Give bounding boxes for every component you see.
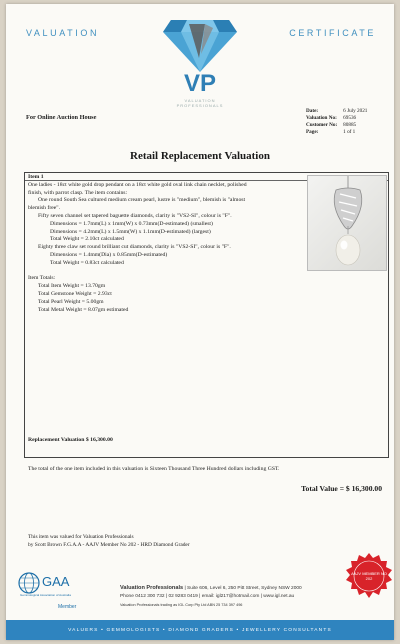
company-address: | Suite 606, Level 6, 250 Pitt Street, Sydney NSW 2000: [184, 586, 302, 591]
item-description: [28, 174, 298, 314]
replacement-label: Replacement Valuation: [28, 437, 85, 443]
certificate-page: [6, 4, 394, 640]
item-box: [24, 172, 389, 458]
seal-text: [345, 552, 393, 600]
header-right: CERTIFICATE: [289, 28, 376, 38]
header-left: VALUATION: [26, 28, 100, 38]
item-line-1: One ladies - 18ct white gold drop pendant on a 18ct white gold oval link chain necklet, polished: [28, 181, 247, 188]
pearl-line-1: One round South Sea cultured medium cream pearl, lustre is "medium", blemish is "almost: [38, 197, 246, 204]
pendant-image: [308, 176, 388, 272]
gaa-logo: [16, 570, 96, 614]
total-value: Total Value = $ 16,300.00: [301, 484, 382, 493]
gaa-member: Member: [58, 604, 77, 610]
brilliant-dim: Dimensions = 1.4mm(Dia) x 0.85mm(D-estimated): [50, 251, 168, 258]
item-heading: Item 1: [28, 174, 44, 180]
diamond-icon: [163, 14, 237, 72]
gaa-subtitle: Gemmological Association of Australia: [20, 593, 71, 597]
contact-block: [120, 584, 340, 609]
customer-no-label: Customer No:: [306, 122, 338, 128]
total-gemstone-weight: Total Gemstone Weight = 2.93ct: [38, 290, 112, 297]
meta-block: [306, 108, 373, 136]
baguette-desc: Fifty seven channel set tapered baguette diamonds, clarity is "VS2-SI", colour is "F".: [38, 212, 232, 219]
replacement-valuation: [28, 437, 113, 443]
footer-bar: VALUERS • GEMMOLOGISTS • DIAMOND GRADERS • JEWELLERY CONSULTANTS: [6, 620, 394, 640]
baguette-dim-2: Dimensions = 4.2mm(L) x 1.5mm(W) x 1.1mm(D-estimated) (largest): [50, 228, 211, 235]
aajv-seal: [345, 552, 393, 600]
baguette-weight: Total Weight = 2.10ct calculated: [50, 236, 124, 243]
company-contact: Phone 0412 300 732 | 02 9283 0419 | email: igl217@hotmail.com | www.igl.net.au: [120, 594, 295, 599]
item-line-2: finish, with parrot clasp. The item contains:: [28, 189, 128, 196]
company-trading: Valuation Professionals trading as IGL Corp Pty Ltd ABN 25 734 397 496: [120, 603, 243, 607]
page-label: Page:: [306, 129, 319, 135]
gaa-text: GAA: [42, 574, 70, 589]
seal-line-2: 202: [365, 576, 373, 581]
totals-heading: Item Totals:: [28, 275, 56, 282]
vp-logo: [163, 14, 237, 108]
valuer-line-1: This item was valued for Valuation Professionals: [28, 534, 134, 540]
logo-text: VP: [183, 70, 216, 97]
total-text: The total of the one item included in this valuation is Sixteen Thousand Three Hundred dollars including GST.: [28, 466, 280, 472]
total-item-weight: Total Item Weight = 13.70gm: [38, 283, 106, 290]
total-metal-weight: Total Metal Weight = 8.07gm estimated: [38, 306, 129, 313]
customer-no-value: 80885: [343, 122, 357, 128]
item-photo: [307, 175, 387, 271]
baguette-dim-1: Dimensions = 1.7mm(L) x 1mm(W) x 0.73mm(D-estimated) (smallest): [50, 220, 213, 227]
total-pearl-weight: Total Pearl Weight = 5.00gm: [38, 298, 104, 305]
document-title: Retail Replacement Valuation: [130, 150, 270, 162]
page-value: 1 of 1: [343, 129, 356, 135]
globe-icon: [18, 572, 40, 594]
brilliant-weight: Total Weight = 0.83ct calculated: [50, 259, 124, 266]
valuation-no-label: Valuation No:: [306, 115, 337, 121]
seal-line-1: AAJV MEMBER NO: [351, 571, 387, 576]
brilliant-desc: Eighty three claw set round brilliant cut diamonds, clarity is "VS2-SI", colour is "F".: [38, 244, 231, 251]
pearl-line-2: blemish free".: [28, 205, 61, 212]
valuation-no-value: 69536: [343, 115, 357, 121]
date-value: 6 July 2021: [343, 108, 368, 114]
replacement-value: $ 16,300.00: [85, 437, 113, 443]
date-label: Date:: [306, 108, 319, 114]
company-name: Valuation Professionals: [120, 585, 184, 591]
valuer-statement: [28, 534, 190, 549]
valuer-line-2: by Scott Brown F.G.A.A - AAJV Member No 202 - HRD Diamond Grader: [28, 541, 190, 548]
logo-subtitle: VALUATION PROFESSIONALS: [176, 98, 224, 108]
recipient-line: For Online Auction House: [26, 114, 97, 121]
